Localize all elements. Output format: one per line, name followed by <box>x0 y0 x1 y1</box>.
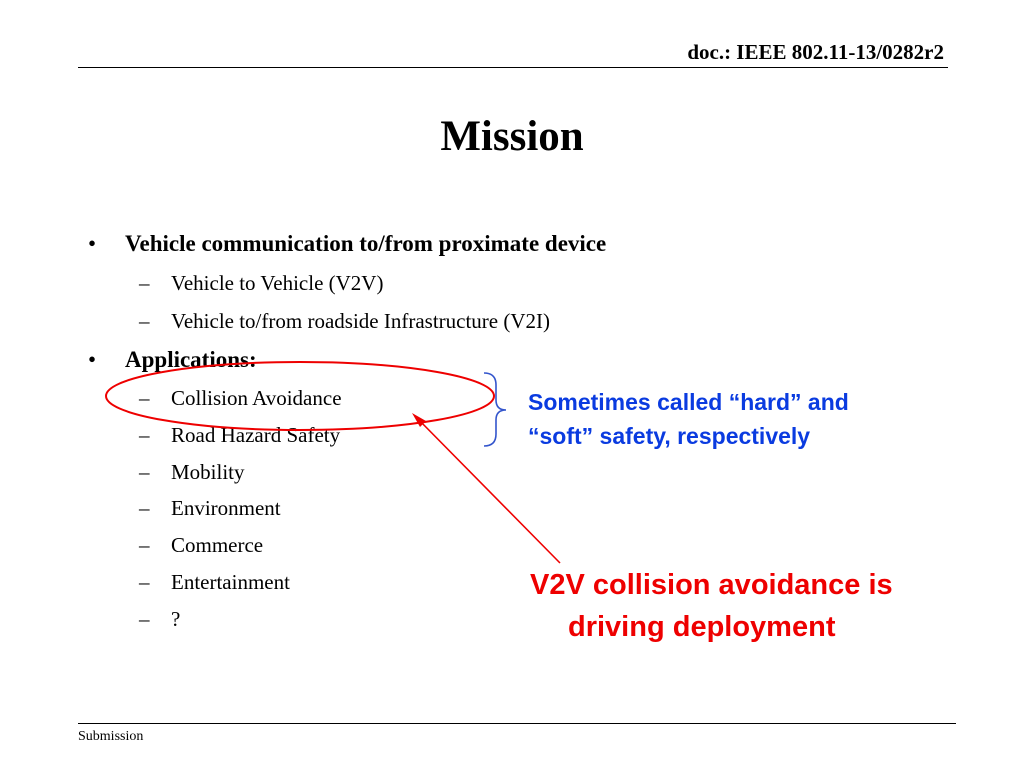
sub-item-text: Commerce <box>171 533 264 557</box>
footer-divider <box>78 723 956 724</box>
dash-icon: – <box>139 460 150 484</box>
sub-item-text: Vehicle to/from roadside Infrastructure (V2I) <box>171 309 551 333</box>
callout-line: V2V collision avoidance is <box>530 569 893 601</box>
sub-item-text: Vehicle to Vehicle (V2V) <box>171 271 384 295</box>
sub-item-text: Environment <box>171 496 281 520</box>
bullet-dot-icon: • <box>88 231 97 256</box>
dash-icon: – <box>139 309 150 333</box>
highlight-ellipse <box>106 362 494 430</box>
dash-icon: – <box>139 607 150 631</box>
sub-item-text: ? <box>171 607 181 631</box>
dash-icon: – <box>139 496 150 520</box>
sub-item-text: Collision Avoidance <box>171 386 342 410</box>
dash-icon: – <box>139 271 150 295</box>
bullet-text: Vehicle communication to/from proximate device <box>125 231 607 256</box>
callout-note <box>530 564 960 648</box>
dash-icon: – <box>139 423 150 447</box>
curly-brace-icon <box>484 373 506 446</box>
bullet-text: Applications: <box>125 347 257 372</box>
footer-label: Submission <box>78 729 144 744</box>
callout-line: driving deployment <box>568 611 836 643</box>
brace-note <box>528 385 849 453</box>
slide-title: Mission <box>440 113 584 160</box>
brace-note-line: Sometimes called “hard” and <box>528 389 849 415</box>
dash-icon: – <box>139 533 150 557</box>
sub-item-text: Mobility <box>171 460 245 484</box>
sub-item-text: Entertainment <box>171 570 290 594</box>
brace-note-line: “soft” safety, respectively <box>528 423 811 449</box>
sub-item-text: Road Hazard Safety <box>171 423 341 447</box>
bullet-dot-icon: • <box>88 347 97 372</box>
document-id: doc.: IEEE 802.11-13/0282r2 <box>687 40 944 64</box>
dash-icon: – <box>139 386 150 410</box>
dash-icon: – <box>139 570 150 594</box>
